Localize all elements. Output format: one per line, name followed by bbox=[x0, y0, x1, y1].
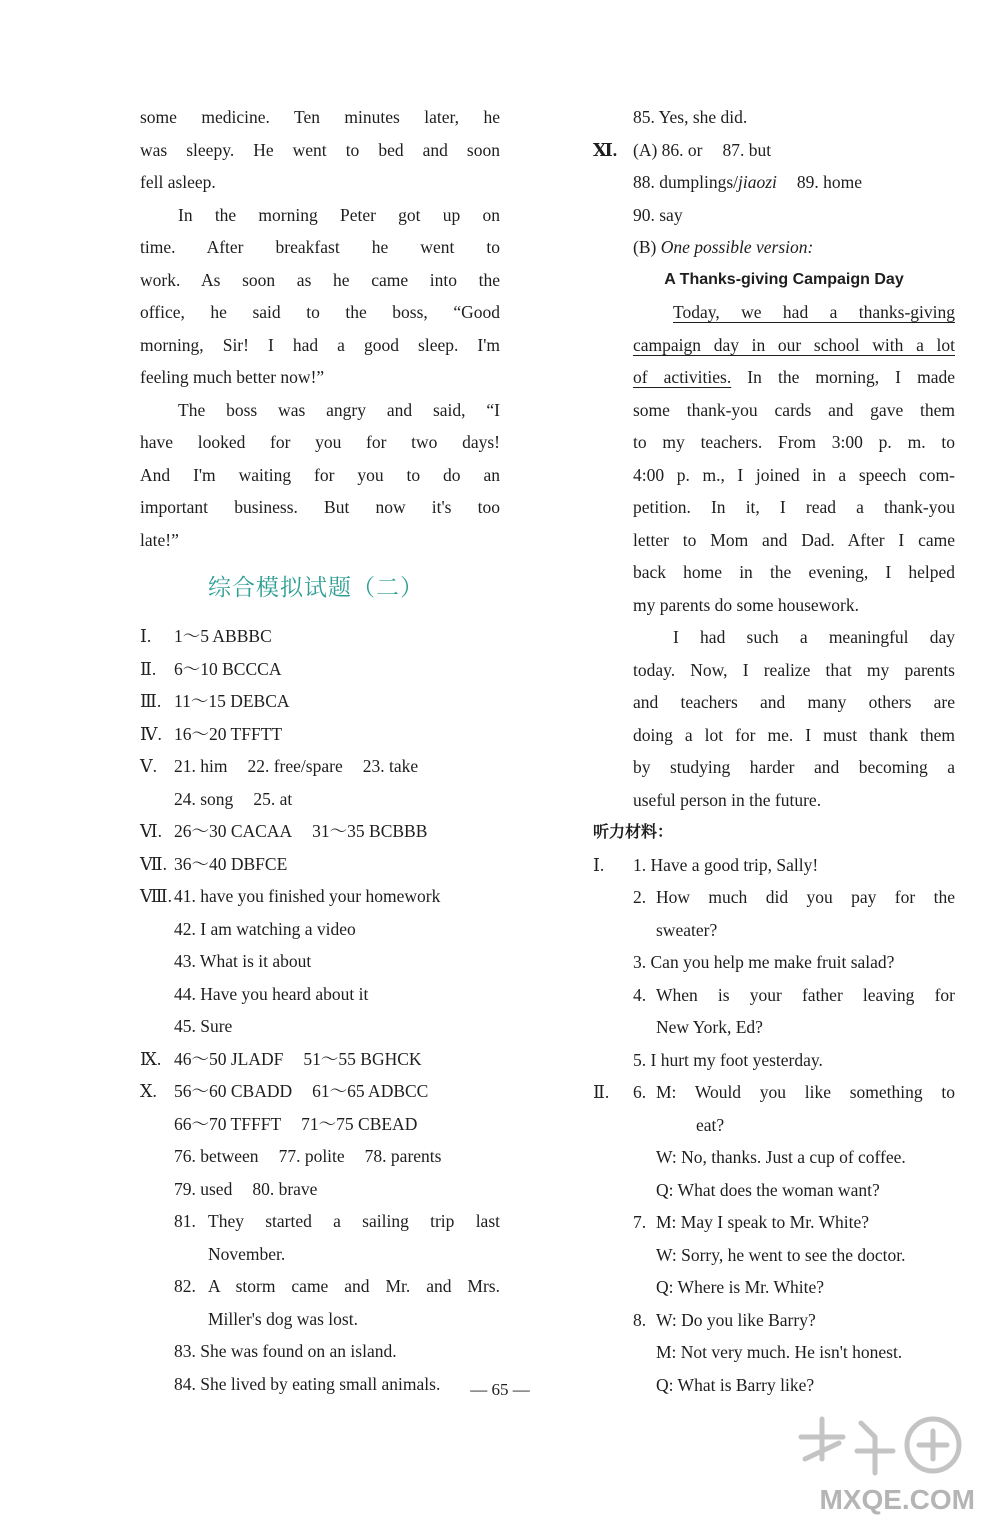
roman-numeral: Ⅲ. bbox=[140, 691, 162, 711]
question-number: 81. bbox=[174, 1211, 196, 1231]
essay-line: doing a lot for me. I must thank them bbox=[633, 724, 955, 745]
answer-text: 46～50 JLADF bbox=[174, 1048, 284, 1069]
answer-row bbox=[140, 1173, 500, 1206]
answer-text: 76. between bbox=[174, 1146, 259, 1166]
answer-text: 6～10 BCCCA bbox=[174, 658, 282, 679]
answer-row bbox=[140, 718, 500, 751]
essay-line: today. Now, I realize that my parents bbox=[633, 659, 955, 680]
listening-row: Q: Where is Mr. White? bbox=[656, 1277, 824, 1297]
roman-numeral: Ⅰ. bbox=[593, 854, 605, 875]
answer-text: 31～35 BCBBB bbox=[312, 821, 428, 841]
answer-row bbox=[593, 134, 955, 167]
answer-text: 41. have you finished your homework bbox=[174, 886, 441, 906]
answer-row: 45. Sure bbox=[174, 1016, 233, 1036]
roman-numeral: Ⅹ. bbox=[140, 1081, 157, 1101]
roman-numeral: Ⅸ. bbox=[140, 1048, 162, 1069]
answer-text: 79. used bbox=[174, 1178, 233, 1199]
answer-text: 56～60 CBADD bbox=[174, 1081, 293, 1101]
answer-text: 25. at bbox=[253, 788, 293, 809]
roman-numeral: Ⅱ. bbox=[140, 658, 157, 679]
answer-text: 66～70 TFFFT bbox=[174, 1113, 282, 1134]
answer-text: 78. parents bbox=[364, 1146, 442, 1166]
listening-row: 5. I hurt my foot yesterday. bbox=[633, 1049, 823, 1070]
roman-numeral: Ⅷ. bbox=[140, 886, 172, 906]
story-line: morning, Sir! I had a good sleep. I'm bbox=[140, 334, 500, 355]
listening-row: W: No, thanks. Just a cup of coffee. bbox=[656, 1147, 906, 1167]
answer-text: They started a sailing trip last bbox=[208, 1211, 500, 1231]
listening-row: Q: What does the woman want? bbox=[656, 1179, 880, 1200]
answer-row bbox=[140, 653, 500, 686]
answer-row: 43. What is it about bbox=[174, 951, 312, 971]
answer-text: 87. but bbox=[722, 139, 772, 160]
listening-row bbox=[593, 1206, 955, 1239]
answer-text: 26～30 CACAA bbox=[174, 821, 293, 841]
essay-line: letter to Mom and Dad. After I came bbox=[633, 529, 955, 550]
answer-text: 23. take bbox=[362, 756, 419, 776]
story-line: And I'm waiting for you to do an bbox=[140, 464, 500, 485]
answer-text: 16～20 TFFTT bbox=[174, 723, 283, 744]
listening-row: sweater? bbox=[656, 919, 718, 940]
answer-row bbox=[140, 1205, 500, 1238]
listening-row bbox=[593, 1076, 955, 1109]
listening-text: M: May I speak to Mr. White? bbox=[656, 1212, 870, 1232]
listening-text: 1. Have a good trip, Sally! bbox=[633, 854, 819, 875]
story-line: feeling much better now!” bbox=[140, 367, 325, 387]
answer-row bbox=[140, 880, 500, 913]
version-note: One possible version: bbox=[660, 237, 814, 257]
story-line: was sleepy. He went to bed and soon bbox=[140, 139, 500, 160]
answer-text: (A) 86. or bbox=[633, 139, 703, 160]
answer-row bbox=[140, 1075, 500, 1108]
listening-text: M: Would you like something to bbox=[656, 1082, 955, 1102]
question-number: 2. bbox=[633, 887, 647, 907]
roman-numeral: Ⅴ. bbox=[140, 756, 158, 776]
essay-line: by studying harder and becoming a bbox=[633, 757, 955, 777]
listening-text: How much did you pay for the bbox=[656, 887, 955, 907]
answer-row bbox=[140, 750, 500, 783]
essay-line bbox=[633, 361, 955, 394]
roman-numeral: Ⅵ. bbox=[140, 821, 162, 841]
story-line: late!” bbox=[140, 529, 179, 550]
story-line: time. After breakfast he went to bbox=[140, 237, 500, 257]
answer-row: Miller's dog was lost. bbox=[208, 1308, 358, 1329]
answer-row bbox=[140, 1108, 500, 1141]
answer-row: 83. She was found on an island. bbox=[174, 1341, 397, 1361]
answer-text: 51～55 BGHCK bbox=[303, 1048, 422, 1069]
essay-line: campaign day in our school with a lot bbox=[633, 334, 955, 355]
answer-row: 42. I am watching a video bbox=[174, 918, 356, 939]
answer-text-italic: jiaozi bbox=[738, 172, 777, 192]
answer-text: 80. brave bbox=[252, 1178, 318, 1199]
essay-line: petition. In it, I read a thank-you bbox=[633, 497, 955, 517]
story-line: The boss was angry and said, “I bbox=[178, 399, 500, 420]
answer-text: 77. polite bbox=[278, 1146, 345, 1166]
answer-text: 61～65 ADBCC bbox=[312, 1081, 429, 1101]
answer-row: 85. Yes, she did. bbox=[633, 107, 748, 127]
essay-line: my parents do some housework. bbox=[633, 594, 860, 615]
right-column bbox=[593, 101, 955, 1401]
story-line: In the morning Peter got up on bbox=[178, 204, 500, 225]
essay-line: back home in the evening, I helped bbox=[633, 562, 955, 582]
listening-row: W: Sorry, he went to see the doctor. bbox=[656, 1244, 906, 1265]
listening-row: 3. Can you help me make fruit salad? bbox=[633, 952, 895, 972]
answer-row bbox=[140, 783, 500, 816]
story-line: fell asleep. bbox=[140, 172, 216, 192]
essay-line: and teachers and many others are bbox=[633, 692, 955, 712]
essay-title: A Thanks-giving Campaign Day bbox=[664, 270, 904, 288]
answer-row bbox=[140, 848, 500, 881]
answer-text: 24. song bbox=[174, 788, 234, 809]
answer-row: November. bbox=[208, 1243, 286, 1264]
story-line: important business. But now it's too bbox=[140, 497, 500, 517]
answer-row bbox=[140, 620, 500, 653]
answer-row bbox=[140, 1043, 500, 1076]
answer-label: (B) bbox=[633, 237, 661, 257]
answer-row bbox=[593, 231, 955, 264]
essay-line: Today, we had a thanks-giving bbox=[673, 302, 955, 322]
essay-line: 4:00 p. m., I joined in a speech com- bbox=[633, 464, 955, 485]
listening-row bbox=[593, 881, 955, 914]
question-number: 7. bbox=[633, 1212, 647, 1232]
listening-text: When is your father leaving for bbox=[656, 984, 955, 1005]
answer-text: A storm came and Mr. and Mrs. bbox=[208, 1276, 500, 1296]
answer-row bbox=[140, 1270, 500, 1303]
answer-row bbox=[140, 815, 500, 848]
answer-text: 71～75 CBEAD bbox=[301, 1113, 418, 1134]
listening-row bbox=[593, 849, 955, 882]
essay-line: I had such a meaningful day bbox=[673, 627, 955, 647]
essay-line: useful person in the future. bbox=[633, 789, 822, 810]
roman-numeral: Ⅶ. bbox=[140, 853, 167, 874]
essay-line: some thank-you cards and gave them bbox=[633, 399, 955, 420]
question-number: 6. bbox=[633, 1082, 647, 1102]
section-title: 综合模拟试题（二） bbox=[208, 575, 424, 601]
listening-row: eat? bbox=[696, 1114, 725, 1135]
essay-body bbox=[593, 296, 955, 816]
listening-row: New York, Ed? bbox=[656, 1017, 763, 1037]
answer-text: 36～40 DBFCE bbox=[174, 853, 288, 874]
watermark-emblem-icon bbox=[801, 1419, 959, 1473]
answer-row bbox=[140, 685, 500, 718]
answer-text: 11～15 DEBCA bbox=[174, 691, 290, 711]
story-line: some medicine. Ten minutes later, he bbox=[140, 107, 500, 127]
answer-text: 88. dumplings/ bbox=[633, 172, 739, 192]
roman-numeral: Ⅰ. bbox=[140, 626, 152, 646]
story-line: office, he said to the boss, “Good bbox=[140, 302, 500, 322]
answer-text: 89. home bbox=[796, 172, 863, 192]
watermark-text: MXQE.COM bbox=[819, 1484, 975, 1515]
story-line: have looked for you for two days! bbox=[140, 432, 500, 452]
question-number: 82. bbox=[174, 1276, 196, 1296]
answer-text: 1～5 ABBBC bbox=[174, 626, 272, 646]
listening-text: W: Do you like Barry? bbox=[656, 1309, 816, 1330]
listening-row: Q: What is Barry like? bbox=[656, 1374, 815, 1395]
story-line: work. As soon as he came into the bbox=[140, 269, 500, 290]
essay-line: to my teachers. From 3:00 p. m. to bbox=[633, 432, 955, 452]
listening-row: M: Not very much. He isn't honest. bbox=[656, 1342, 903, 1362]
answer-row bbox=[593, 166, 955, 199]
listening-row bbox=[593, 979, 955, 1012]
question-number: 4. bbox=[633, 984, 647, 1005]
answer-row bbox=[140, 1140, 500, 1173]
roman-numeral: Ⅺ. bbox=[593, 139, 618, 160]
answer-row: 44. Have you heard about it bbox=[174, 983, 369, 1004]
page-number: — 65 — bbox=[470, 1380, 530, 1399]
answer-row: 84. She lived by eating small animals. bbox=[174, 1373, 441, 1394]
listening-heading: 听力材料： bbox=[593, 822, 674, 841]
essay-text: In the morning, I made bbox=[731, 367, 955, 387]
roman-numeral: Ⅳ. bbox=[140, 723, 162, 744]
question-number: 8. bbox=[633, 1309, 647, 1330]
roman-numeral: Ⅱ. bbox=[593, 1082, 610, 1102]
underlined-text: of activities. bbox=[633, 367, 732, 387]
watermark-logo bbox=[783, 1407, 978, 1517]
answer-text: 21. him bbox=[174, 756, 228, 776]
answer-row: 90. say bbox=[633, 204, 683, 225]
left-column bbox=[140, 101, 500, 1400]
listening-row bbox=[593, 1304, 955, 1337]
answer-text: 22. free/spare bbox=[247, 756, 343, 776]
